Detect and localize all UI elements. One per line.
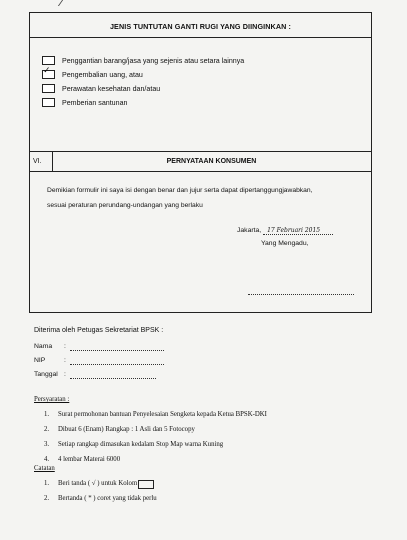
nip-input[interactable] — [70, 357, 164, 365]
place-date — [237, 227, 333, 235]
note-item — [44, 495, 157, 502]
check-icon: ✓ — [43, 66, 51, 76]
divider — [30, 37, 371, 38]
requirement-item — [44, 441, 223, 448]
item-text: Setiap rangkap dimasukan kedalam Stop Map warna Kuning — [58, 441, 224, 448]
field-sep: : — [64, 371, 66, 378]
field-sep: : — [64, 343, 66, 350]
checkbox[interactable] — [42, 84, 55, 93]
claim-option — [42, 66, 143, 79]
statement-section-title: PERNYATAAN KONSUMEN — [166, 158, 257, 165]
item-number: 2. — [44, 495, 50, 502]
item-number: 4. — [44, 456, 50, 463]
checkbox[interactable] — [42, 56, 55, 65]
claim-section-title: JENIS TUNTUTAN GANTI RUGI YANG DIINGINKAN : — [109, 22, 292, 31]
divider — [30, 171, 371, 172]
section-number: VI. — [33, 158, 42, 165]
signature-line[interactable] — [248, 294, 354, 295]
checkbox-checked[interactable] — [42, 66, 55, 79]
checkbox[interactable] — [42, 98, 55, 107]
statement-line: Demikian formulir ini saya isi dengan benar dan jujur serta dapat dipertanggungjawabkan, — [47, 187, 313, 194]
city: Jakarta, — [237, 227, 262, 234]
claim-option-label: Pengembalian uang, atau — [62, 70, 143, 79]
item-number: 2. — [44, 426, 50, 433]
requirement-item — [44, 411, 267, 418]
requirement-item — [44, 456, 120, 463]
field-label: Nama — [34, 343, 53, 350]
item-text: 4 lembar Materai 6000 — [58, 456, 121, 463]
received-field-name — [34, 343, 164, 351]
claim-section — [29, 12, 372, 152]
item-number: 1. — [44, 480, 50, 487]
statement-line: sesuai peraturan perundang-undangan yang berlaku — [47, 202, 203, 209]
item-number: 3. — [44, 441, 50, 448]
received-heading: Diterima oleh Petugas Sekretariat BPSK : — [34, 327, 164, 334]
date-field[interactable]: 17 Februari 2015 — [263, 227, 333, 235]
date-input[interactable] — [70, 371, 156, 379]
item-text: Dibuat 6 (Enam) Rangkap : 1 Asli dan 5 Fotocopy — [58, 426, 195, 433]
requirement-item — [44, 426, 195, 433]
kolom-box-icon — [138, 480, 154, 489]
received-field-nip — [34, 357, 164, 365]
scan-mark — [58, 0, 75, 6]
field-label: NIP — [34, 357, 46, 364]
statement-section — [29, 151, 372, 313]
claim-option-label: Penggantian barang/jasa yang sejenis atau setara lainnya — [62, 56, 245, 65]
requirements-heading: Persyaratan : — [34, 396, 70, 403]
item-text: Bertanda ( * ) coret yang tidak perlu — [58, 495, 157, 502]
signer-label: Yang Mengadu, — [261, 240, 309, 247]
claim-option — [42, 98, 127, 107]
item-text: Beri tanda ( √ ) untuk Kolom — [58, 480, 138, 487]
item-number: 1. — [44, 411, 50, 418]
claim-option-label: Perawatan kesehatan dan/atau — [62, 84, 161, 93]
claim-option — [42, 84, 160, 93]
claim-option-label: Pemberian santunan — [62, 98, 128, 107]
received-field-date — [34, 371, 156, 379]
claim-option — [42, 56, 244, 65]
notes-heading: Catatan — [34, 465, 55, 472]
note-item — [44, 480, 154, 489]
field-label: Tanggal — [34, 371, 58, 378]
name-input[interactable] — [70, 343, 164, 351]
item-text: Surat permohonan bantuan Penyelesaian Sengketa kepada Ketua BPSK-DKI — [58, 411, 267, 418]
field-sep: : — [64, 357, 66, 364]
